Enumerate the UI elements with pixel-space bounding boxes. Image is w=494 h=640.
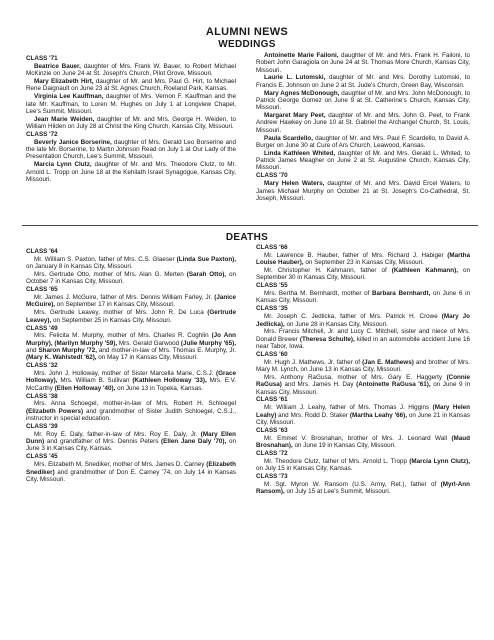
bold-name: (Martha Leahy '66), (349, 411, 407, 419)
entry-text: Mr. Christopher H. Kahmann, father of (264, 267, 392, 275)
bold-name: Paula Scardello, (264, 134, 313, 142)
entry-text: daughter of Mr. and Mrs. David Ercel Waters, to James Michael Murphy on October 21 at St. Joseph's Co-Cathedral, St. Joseph, Missouri. (256, 180, 470, 202)
bold-name: (Mary K. Wahlstedt '62), (26, 354, 97, 362)
entry-text: and mother-in-law of Mrs. Thomas E. Murphy, Jr. (96, 347, 236, 355)
bold-name: Beatrice Bauer, (34, 62, 81, 70)
entry-text: on July 15 at Lee's Summit, Missouri. (284, 488, 391, 496)
entry-text: on May 17 in Kansas City, Missouri. (96, 354, 198, 362)
announcement-entry (26, 271, 236, 286)
entry-text: and Mrs. Rodd D. Staker (276, 411, 350, 419)
bold-name: Linda Kathleen Whited, (264, 149, 336, 157)
entry-text: M. Sgt. Myron W. Ransom (U.S. Army, Ret.), father of (264, 480, 441, 488)
entry-text: daughter of Mrs. Vernon F. Kauffman and the late Mr. Kauffman, to Loren M. Hughes on July 1 at Longview Chapel, Lee's Summit, Missouri. (26, 93, 236, 115)
entry-text: daughter of Mrs. Frank W. Bauer, to Robert Michael McKinzie on June 24 at St. Joseph's Church, Pilot Grove, Missouri. (26, 62, 237, 78)
bold-name: (Elizabeth Snediker) (26, 461, 236, 476)
class-year-heading: CLASS '49 (26, 324, 58, 332)
announcement-entry (256, 481, 470, 496)
announcement-entry (26, 370, 236, 392)
announcement-entry (26, 78, 236, 93)
class-year-heading: CLASS '66 (256, 244, 288, 251)
announcement-entry (256, 313, 470, 328)
class-year-heading: CLASS '64 (26, 248, 58, 255)
entry-text: Mrs. Francis Mitchell, Jr. and Lucy C. Mitchell, sister and niece of Mrs. Donald Brewer (256, 328, 470, 343)
entry-text: on September 17 in Kansas City, Missouri. (55, 301, 176, 309)
bold-name: Sharon Murphy '72, (38, 347, 97, 355)
deaths-left-column (26, 248, 236, 484)
announcement-entry (256, 374, 470, 396)
entry-text: on October 7 in Kansas City, Missouri. (26, 271, 236, 286)
class-year-heading: CLASS '45 (26, 453, 58, 461)
bold-name: (Myrl-Ann Ransom), (256, 480, 470, 496)
entry-text: killed in an automobile accident June 16 near Tabor, Iowa. (256, 335, 471, 351)
class-year-heading: CLASS '60 (256, 350, 288, 358)
bold-name: Antoinette Marie Failoni, (264, 52, 339, 59)
class-year-heading: CLASS '39 (26, 422, 58, 430)
entry-text: Mrs. John J. Holloway, mother of Sister Marcella Marie, C.S.J. (34, 370, 217, 378)
deaths-right-column (256, 244, 470, 496)
deaths-heading: DEATHS (225, 232, 269, 243)
announcement-entry (26, 431, 236, 453)
bold-name: (Ellen Holloway '40), (54, 384, 116, 392)
entry-text: on June 28 in Kansas City, Missouri. (284, 320, 388, 328)
entry-text: on June 6 in Kansas City, Missouri. (256, 290, 471, 305)
entry-text: daughter of Mr. and Mrs. John G. Peet, to Frank Andrew Hawkey on June 10 at St. Gabriel the Archangel Church, St. Louis, Missouri. (256, 112, 470, 134)
entry-text: Mr. Emmet V. Brosnahan, brother of Mrs. J. Leonard Wall (264, 434, 452, 442)
entry-text: and grandfather of Mrs. Dennis Peters (44, 438, 162, 446)
class-year-heading: CLASS '65 (26, 286, 58, 294)
page-title: ALUMNI NEWS (205, 26, 289, 38)
bold-name: Laurie L. Lutomski, (264, 74, 326, 82)
class-year-heading: CLASS '72 (256, 449, 288, 457)
announcement-entry (256, 267, 470, 282)
entry-text: Mr. Joseph C. Jedlicka, father of Mrs. Patrick H. Crowe (264, 313, 442, 321)
bold-name: (Connie RaGusa) (256, 373, 470, 389)
bold-name: (Jo Ann Murphy), (Marilyn Murphy '59), (26, 332, 236, 347)
announcement-entry (26, 294, 236, 309)
entry-text: daughter of Mr. and Mrs. Dorothy Lutomski, to Francis E. Johnson on June 2 at St. Jude's Church, Green Bay, Wisconsin. (256, 74, 471, 89)
entry-text: Mrs. Gertrude Otto, mother of Mrs. Alan G. Merten (34, 271, 187, 279)
entry-text: and (26, 347, 39, 355)
bold-name: Barbara Bernhardt, (372, 290, 431, 298)
weddings-right-column (256, 52, 470, 203)
bold-name: Mary Helen Waters, (264, 180, 325, 188)
announcement-entry (26, 309, 236, 324)
bold-name: (Kathleen Kahmann), (391, 267, 458, 275)
bold-name: Jean Marie Weiden, (34, 115, 95, 123)
bold-name: Marcia Lynn Clutz, (34, 161, 92, 169)
entry-text: Mrs. Bertha M. Bernhardt, mother of (264, 290, 372, 298)
entry-text: daughter of Mr. and Mrs. Paul F. Scardello, to David A. Burger on June 30 at Cure of Ars Church, Leawood, Kansas. (256, 134, 470, 149)
bold-name: (Julie Murphy '65), (180, 339, 236, 347)
class-year-heading: CLASS '32 (26, 362, 58, 370)
entry-text: daughter of Mrs. Gerald Leo Borserine and the late Mr. Borserine, to Martin Johnson Read on July 1 at Our Lady of the Presentation Church, Lee's Summit, Missouri. (26, 138, 236, 161)
entry-text: Mr. William J. Leahy, father of Mrs. Thomas J. Higgins (264, 404, 433, 412)
announcement-entry (26, 139, 236, 161)
entry-text: on June 19 in Kansas City, Missouri. (292, 442, 396, 450)
bold-name: (Grace Holloway), (26, 370, 236, 385)
bold-name: Virginia Lee Kauffman, (34, 93, 104, 101)
entry-text: and brother of Mrs. Mary M. Lynch, on June 13 in Kansas City, Missouri. (256, 358, 470, 374)
bold-name: Beverly Janice Borserine, (34, 138, 112, 146)
entry-text: daughter of Mr. and Mrs. George H. Weiden, to William Hilden on July 28 at Christ the King Church, Kansas City, Missouri. (26, 115, 237, 131)
entry-text: on January 8 in Kansas City, Missouri. (26, 263, 133, 271)
entry-text: Mr. Theodore Clutz, father of Mrs. Arnold L. Tropp (264, 457, 410, 465)
announcement-entry (26, 461, 236, 483)
bold-name: (Elizabeth Powers) (26, 407, 84, 415)
entry-text: Mrs. Felicita M. Murphy, mother of Mrs. Charles R. Coghlin (34, 332, 212, 340)
entry-text: daughter of Mr. and Mrs. Theodore Clutz, to Mr. Arnold L. Tropp on June 18 at the Kehilath Israel Synagogue, Kansas City, Missouri. (26, 161, 236, 183)
announcement-entry (26, 161, 236, 183)
bold-name: (Marcia Lynn Clutz), (409, 457, 470, 465)
bold-name: (Mary Jo Jedlicka), (256, 313, 470, 328)
announcement-entry (26, 63, 236, 78)
announcement-entry (256, 112, 470, 134)
entry-text: Mrs. Anna Schoegel, mother-in-law of Mrs. Robert H. Schloegel (34, 400, 236, 408)
entry-text: and grandmother of Sister Judith Schloegel, C.S.J., instructor in special education. (26, 407, 237, 423)
entry-text: Mr. William S. Paxton, father of Mrs. C.S. Glaeser (34, 255, 177, 263)
bold-name: (Janice McGuire), (26, 294, 236, 309)
entry-text: daughter of Mr. and Mrs. Gerald L. Whited, to Patrick James Meagher on June 2 at St. Augustine Church, Kansas City, Missouri. (256, 149, 470, 172)
bold-name: Margaret Mary Peet, (264, 112, 326, 120)
announcement-entry (256, 74, 470, 89)
entry-text: Mr. James J. McGuire, father of Mrs. Dennis William Farley, Jr. (34, 294, 215, 302)
announcement-entry (256, 359, 470, 374)
bold-name: (Mary Helen Leahy) (256, 404, 470, 419)
class-year-heading: CLASS '61 (256, 396, 288, 404)
bold-name: Mary Agnes McDonough, (264, 89, 340, 97)
entry-text: Mrs. William B. Sullivan (57, 377, 133, 385)
bold-name: (Gertrude Leavey), (26, 309, 236, 324)
bold-name: (Sarah Otto), (186, 271, 227, 279)
bold-name: (Theresa Schulte), (299, 335, 355, 343)
class-year-heading: CLASS '38 (26, 392, 58, 400)
entry-text: on June 3 in Kansas City, Kansas. (26, 438, 236, 453)
announcement-entry (256, 52, 470, 74)
entry-text: and Mrs. James H. Day (281, 381, 357, 389)
announcement-entry (256, 290, 470, 305)
announcement-entry (256, 180, 470, 202)
entry-text: Mr. Hugh J. Mathews, Jr. father of (264, 358, 363, 366)
entry-text: daughter of Mr. and Mrs. John McDonough, to Patrick George Gomez on June 9 at St. Catherine's Church, Kansas City, Missouri. (256, 89, 470, 112)
entry-text: Mrs. Anthony RaGusa, mother of Mrs. Gary E. Haggerty (264, 373, 447, 381)
entry-text: Mr. Roy E. Daly, father-in-law of Mrs. Roy E. Daly, Jr. (34, 430, 201, 438)
bold-name: Mary Elizabeth Hirt, (34, 78, 94, 86)
announcement-entry (26, 93, 236, 115)
section-divider (22, 225, 478, 226)
class-year-heading: CLASS '35 (256, 305, 288, 313)
entry-text: Mrs. E.V. McCarthy (26, 377, 237, 392)
entry-text: on September 25 in Kansas City, Missouri. (51, 316, 172, 324)
entry-text: daughter of Mr. and Mrs. Paul G. Hirt, to Michael Rene Daignault on June 23 at St. Agnes Church, Roeland Park, Kansas. (26, 78, 236, 93)
bold-name: (Jan E. Mathews) (362, 358, 414, 366)
announcement-entry (256, 328, 470, 350)
class-year-heading: CLASS '63 (256, 426, 288, 434)
entry-text: on June 21 in Kansas City, Missouri. (256, 411, 470, 426)
entry-text: on June 9 in Kansas City, Missouri. (256, 381, 470, 396)
entry-text: daughter of Mr. and Mrs. Frank H. Failoni, to Robert John Garagiola on June 24 at St. Thomas More Church, Kansas City, Missouri. (256, 52, 470, 74)
class-year-heading: CLASS '55 (256, 282, 288, 290)
entry-text: Mr. Lawrence B. Hauber, father of Mrs. Richard J. Habiger (264, 251, 448, 259)
entry-text: and grandmother of Don E. Carney '74, on July 14 in Kansas City, Missouri. (26, 468, 236, 483)
entry-text: on June 13 in Topeka, Kansas. (115, 384, 204, 392)
class-year-heading: CLASS '72 (26, 130, 58, 138)
entry-text: Mrs. Gerald Garwood (117, 339, 181, 347)
announcement-entry (26, 332, 236, 361)
weddings-left-column (26, 55, 236, 184)
announcement-entry (256, 435, 470, 450)
bold-name: (Kathleen Holloway '33), (132, 377, 207, 385)
entry-text: on September 30 in Kansas City, Missouri. (256, 267, 470, 282)
announcement-entry (256, 404, 470, 426)
announcement-entry (26, 400, 236, 422)
announcement-entry (256, 135, 470, 150)
entry-text: on July 15 in Kansas City, Kansas. (256, 465, 353, 473)
bold-name: (Martha Louise Hauber), (256, 251, 470, 267)
announcement-entry (26, 256, 236, 271)
bold-name: (Mary Ellen Dunn) (26, 430, 237, 446)
announcement-entry (26, 116, 236, 131)
entry-text: on September 23 in Kansas City, Missouri. (303, 259, 424, 267)
entry-text: Mrs. Gertrude Leavey, mother of Mrs. John R. De Luca (34, 309, 208, 317)
announcement-entry (256, 458, 470, 473)
announcement-entry (256, 252, 470, 267)
entry-text: Mrs. Elizabeth M. Snediker, mother of Mrs. James D. Carney (34, 461, 207, 469)
announcement-entry (256, 150, 470, 172)
class-year-heading: CLASS '71 (26, 55, 58, 62)
bold-name: (Maud Brosnahan), (256, 434, 470, 450)
bold-name: (Antoinette RaGusa '61), (356, 381, 431, 389)
weddings-heading: WEDDINGS (218, 39, 276, 50)
bold-name: (Ellen Jane Daly '70), (161, 438, 227, 446)
bold-name: (Linda Sue Paxton), (176, 255, 237, 263)
announcement-entry (256, 90, 470, 112)
class-year-heading: CLASS '70 (256, 172, 288, 180)
class-year-heading: CLASS '73 (256, 473, 288, 480)
